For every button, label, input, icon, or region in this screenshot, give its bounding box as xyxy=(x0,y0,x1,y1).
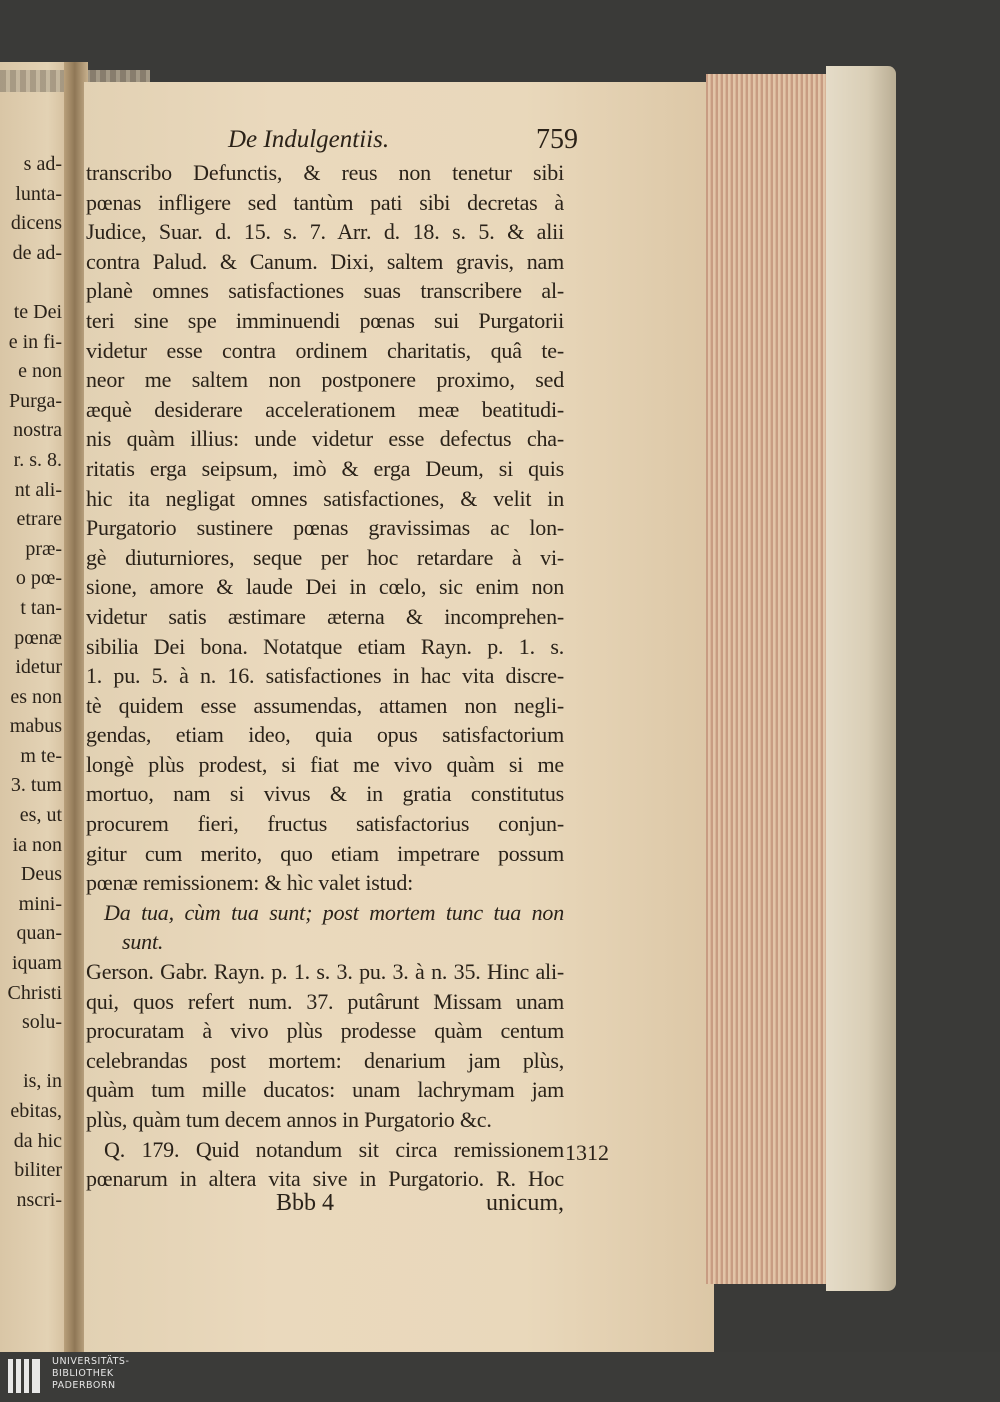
left-text-fragment: Purga- xyxy=(9,389,62,412)
left-text-fragment: præ- xyxy=(25,537,62,560)
text-line: 1. pu. 5. à n. 16. satisfactiones in hac vita discre- xyxy=(86,663,564,689)
text-line: nis quàm illius: unde videtur esse defectus cha- xyxy=(86,426,564,452)
left-text-fragment xyxy=(0,268,62,298)
text-line: videtur satis æstimare æterna & incomprehen- xyxy=(86,603,564,629)
page-number: 759 xyxy=(536,124,578,155)
book-cover-edge xyxy=(826,66,896,1291)
left-text-fragment: r. s. 8. xyxy=(13,448,62,471)
text-line: æquè desiderare accelerationem meæ beatitudi- xyxy=(86,396,564,422)
text-line: gitur cum merito, quo etiam impetrare possum xyxy=(86,840,564,866)
left-text-fragment: idetur xyxy=(15,656,62,679)
text-line: sunt. xyxy=(122,929,164,955)
left-text-fragment: s ad- xyxy=(23,153,62,175)
text-line: procuratam à vivo plùs prodesse quàm centum xyxy=(86,1018,564,1044)
text-line: Gerson. Gabr. Rayn. p. 1. s. 3. pu. 3. à n. 35. Hinc ali- xyxy=(86,959,564,985)
text-line: teri sine spe imminuendi pœnas sui Purgatorii xyxy=(86,307,564,333)
left-text-fragment xyxy=(0,1038,62,1068)
left-text-fragment: m te- xyxy=(20,744,62,767)
margin-number: 1312 xyxy=(565,1140,609,1165)
left-text-fragment: de ad- xyxy=(12,241,62,264)
left-text-fragment: Deus xyxy=(20,863,62,886)
left-text-fragment: da hic xyxy=(13,1129,62,1152)
text-line: pœnas infligere sed tantùm pati sibi decretas à xyxy=(86,189,564,215)
text-line: contra Palud. & Canum. Dixi, saltem gravis, nam xyxy=(86,248,564,274)
left-text-fragment: lunta- xyxy=(15,182,62,205)
left-text-fragment: pœnæ xyxy=(14,626,62,649)
library-logo-icon xyxy=(8,1359,46,1393)
text-line: celebrandas post mortem: denarium jam plùs, xyxy=(86,1047,564,1073)
text-line: mortuo, nam si vivus & in gratia constitutus xyxy=(86,781,564,807)
text-line: pœnarum in altera vita sive in Purgatorio. R. Hoc xyxy=(86,1166,564,1192)
left-text-fragment: es, ut xyxy=(19,804,62,827)
running-title: De Indulgentiis. xyxy=(228,126,390,153)
left-text-fragment: es non xyxy=(10,685,62,708)
left-text-fragment: solu- xyxy=(22,1011,62,1034)
text-line: quàm tum mille ducatos: unam lachrymam jam xyxy=(86,1077,564,1103)
left-text-fragment: 3. tum xyxy=(10,774,62,797)
left-text-fragment: Christi xyxy=(7,981,62,1004)
left-text-fragment: iquam xyxy=(12,952,62,975)
library-name xyxy=(52,1356,129,1392)
text-line: sione, amore & laude Dei in cœlo, sic enim non xyxy=(86,574,564,600)
left-text-fragment: e non xyxy=(18,360,62,383)
left-text-fragment: e in fi- xyxy=(8,330,62,353)
text-line: Purgatorio sustinere pœnas gravissimas ac lon- xyxy=(86,515,564,541)
left-text-fragment: t tan- xyxy=(20,596,62,619)
left-text-fragment: nostra xyxy=(13,419,62,442)
left-text-fragment: mini- xyxy=(18,892,62,915)
left-text-fragment: nt ali- xyxy=(14,478,62,501)
library-banner xyxy=(0,1352,1000,1402)
page-edges xyxy=(706,74,833,1284)
library-name-line3: PADERBORN xyxy=(52,1380,116,1391)
page-header xyxy=(228,126,578,160)
left-text-fragment: quan- xyxy=(16,922,62,945)
text-line: gendas, etiam ideo, quia opus satisfactorium xyxy=(86,722,564,748)
text-line: sibilia Dei bona. Notatque etiam Rayn. p. 1. s. xyxy=(86,633,564,659)
signature-mark: Bbb 4 xyxy=(276,1190,335,1216)
left-text-fragment: te Dei xyxy=(13,300,62,323)
text-line: qui, quos refert num. 37. putârunt Missam unam xyxy=(86,988,564,1014)
library-name-line2: BIBLIOTHEK xyxy=(52,1368,114,1379)
text-line: plùs, quàm tum decem annos in Purgatorio &c. xyxy=(86,1107,492,1132)
left-text-fragment: o pœ- xyxy=(15,567,62,590)
left-text-fragment: dicens xyxy=(10,212,62,235)
library-name-line1: UNIVERSITÄTS- xyxy=(52,1356,130,1367)
left-text-fragment: is, in xyxy=(23,1070,62,1093)
text-line: videtur esse contra ordinem charitatis, quâ te- xyxy=(86,337,564,363)
left-page-text-fragments xyxy=(0,150,62,1215)
text-line: neor me saltem non postponere proximo, sed xyxy=(86,367,564,393)
text-line: transcribo Defunctis, & reus non tenetur sibi xyxy=(86,160,564,185)
left-text-fragment: ia non xyxy=(12,833,62,856)
text-line: pœnæ remissionem: & hìc valet istud: xyxy=(86,870,414,896)
page-footer xyxy=(86,1190,564,1222)
left-text-fragment: mabus xyxy=(9,715,62,738)
catchword: unicum, xyxy=(486,1190,564,1216)
text-line: procurem fieri, fructus satisfactorius conjun- xyxy=(86,811,564,837)
left-text-fragment: ebitas, xyxy=(10,1100,62,1122)
text-line: Judice, Suar. d. 15. s. 7. Arr. d. 18. s. 5. & alii xyxy=(86,219,564,245)
left-text-fragment: nscri- xyxy=(16,1188,62,1211)
text-line: tè quidem esse assumendas, attamen non negli- xyxy=(86,692,564,718)
text-line: Q. 179. Quid notandum sit circa remissionem xyxy=(104,1136,564,1162)
body-text xyxy=(86,158,564,1194)
left-text-fragment: biliter xyxy=(14,1159,62,1182)
text-line: hic ita negligat omnes satisfactiones, & velit in xyxy=(86,485,564,511)
text-line: gè diuturniores, seque per hoc retardare à vi- xyxy=(86,544,564,570)
text-line: planè omnes satisfactiones suas transcribere al- xyxy=(86,278,564,304)
text-line: ritatis erga seipsum, imò & erga Deum, si quis xyxy=(86,455,564,481)
text-line: longè plùs prodest, si fiat me vivo quàm si me xyxy=(86,751,564,777)
text-line: Da tua, cùm tua sunt; post mortem tunc tua non xyxy=(104,899,564,925)
left-text-fragment: etrare xyxy=(16,508,62,531)
